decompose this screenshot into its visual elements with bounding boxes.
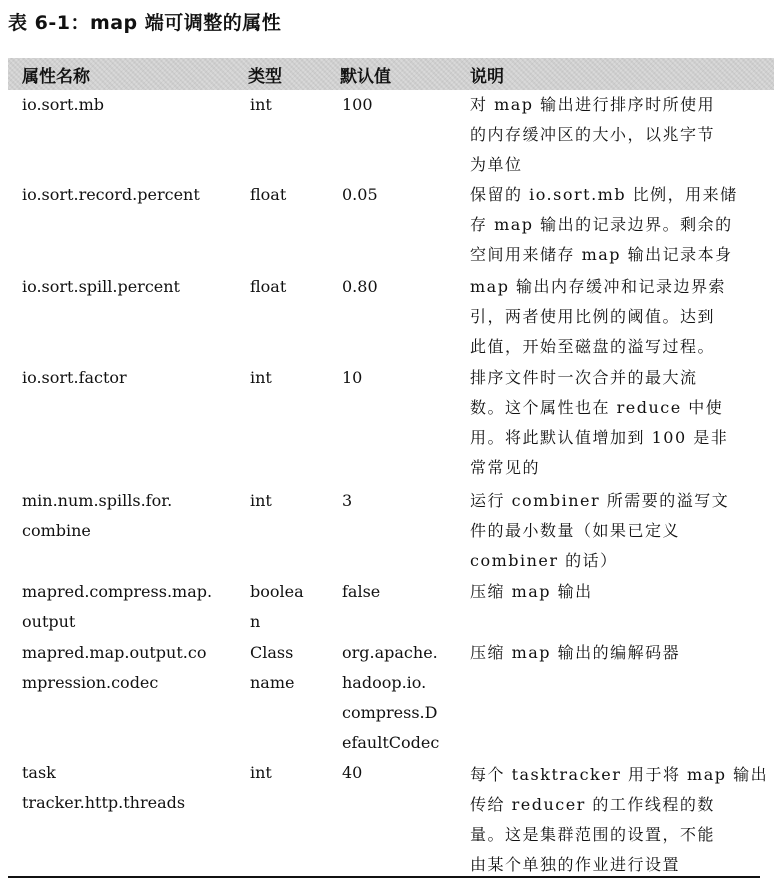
table-header-band bbox=[8, 58, 774, 90]
header-description: 说明 bbox=[470, 67, 504, 87]
property-description: 对 map 输出进行排序时所使用 的内存缓冲区的大小，以兆字节 为单位 bbox=[470, 95, 716, 174]
property-name: mapred.map.output.co mpression.codec bbox=[22, 643, 207, 692]
property-description: 排序文件时一次合并的最大流 数。这个属性也在 reduce 中使 用。将此默认值增加到 100 是非 常常见的 bbox=[470, 368, 729, 477]
property-description: 运行 combiner 所需要的溢写文 件的最小数量（如果已定义 combiner 的话） bbox=[470, 491, 730, 570]
property-default: 40 bbox=[342, 763, 363, 782]
header-property-name: 属性名称 bbox=[22, 67, 90, 87]
property-type: int bbox=[250, 95, 272, 114]
property-type: float bbox=[250, 185, 287, 204]
property-description: 压缩 map 输出的编解码器 bbox=[470, 643, 681, 662]
property-default: 10 bbox=[342, 368, 363, 387]
property-type: float bbox=[250, 277, 287, 296]
property-name: io.sort.spill.percent bbox=[22, 277, 180, 296]
property-name: mapred.compress.map. output bbox=[22, 582, 213, 631]
header-default: 默认值 bbox=[340, 67, 391, 87]
property-type: int bbox=[250, 368, 272, 387]
property-default: 100 bbox=[342, 95, 373, 114]
property-name: min.num.spills.for. combine bbox=[22, 491, 173, 540]
property-description: 保留的 io.sort.mb 比例，用来储 存 map 输出的记录边界。剩余的 空间用来储存 map 输出记录本身 bbox=[470, 185, 738, 264]
property-default: 0.05 bbox=[342, 185, 378, 204]
property-default: org.apache. hadoop.io. compress.D efaultCodec bbox=[342, 643, 440, 752]
property-name: io.sort.record.percent bbox=[22, 185, 200, 204]
table-bottom-rule bbox=[8, 876, 760, 878]
property-description: 压缩 map 输出 bbox=[470, 582, 593, 601]
header-type: 类型 bbox=[248, 67, 282, 87]
property-name: task tracker.http.threads bbox=[22, 763, 186, 812]
property-description: 每个 tasktracker 用于将 map 输出 传给 reducer 的工作线程的数 量。这是集群范围的设置，不能 由某个单独的作业进行设置 bbox=[470, 765, 769, 874]
property-name: io.sort.factor bbox=[22, 368, 127, 387]
property-type: int bbox=[250, 491, 272, 510]
property-default: 3 bbox=[342, 491, 353, 510]
property-default: false bbox=[342, 582, 381, 601]
table-caption: 表 6-1：map 端可调整的属性 bbox=[8, 12, 282, 34]
property-description: map 输出内存缓冲和记录边界索 引，两者使用比例的阈值。达到 此值，开始至磁盘的溢写过程。 bbox=[470, 277, 727, 356]
property-default: 0.80 bbox=[342, 277, 378, 296]
property-type: int bbox=[250, 763, 272, 782]
property-type: boolea n bbox=[250, 582, 304, 631]
property-name: io.sort.mb bbox=[22, 95, 104, 114]
property-type: Class name bbox=[250, 643, 295, 692]
